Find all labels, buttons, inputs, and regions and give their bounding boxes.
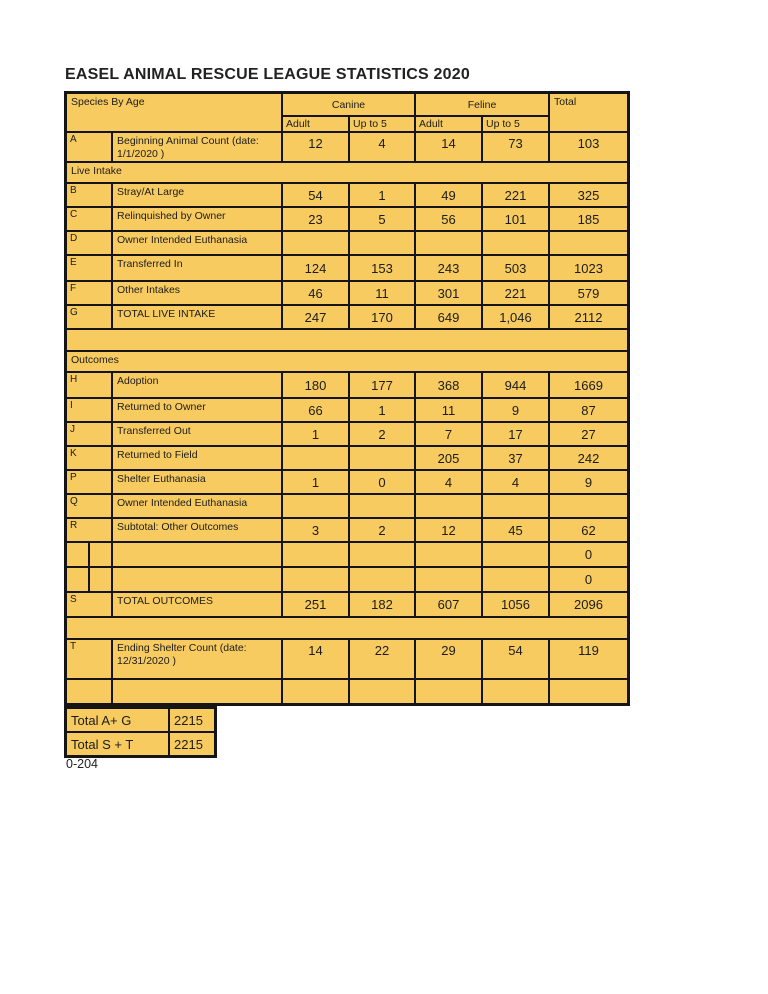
total-a-g-value: 2215	[170, 709, 214, 731]
canine-adult-value: 251	[283, 593, 348, 616]
row-letter-cell-right	[90, 568, 111, 591]
feline-adult-value: 14	[416, 133, 481, 161]
total-value: 9	[550, 471, 627, 493]
feline-adult-value	[416, 543, 481, 566]
feline-up-to-5-value: 1,046	[483, 306, 548, 328]
totals-table	[64, 706, 217, 758]
table-row	[67, 568, 627, 591]
table-row	[67, 495, 627, 517]
feline-adult-value: 11	[416, 399, 481, 421]
row-letter: D	[67, 232, 111, 254]
row-letter: G	[67, 306, 111, 328]
canine-up-to-5-value: 170	[350, 306, 414, 328]
table-row	[67, 519, 627, 541]
table-row	[67, 399, 627, 421]
row-label: Shelter Euthanasia	[113, 471, 281, 493]
canine-up-to-5-value: 2	[350, 519, 414, 541]
feline-up-to-5-value: 221	[483, 282, 548, 304]
header-feline-group: Feline	[416, 94, 548, 115]
feline-adult-value: 649	[416, 306, 481, 328]
table-body	[67, 133, 627, 703]
feline-up-to-5-value: 73	[483, 133, 548, 161]
feline-adult-value: 607	[416, 593, 481, 616]
total-a-g-row	[67, 709, 214, 731]
canine-adult-value	[283, 495, 348, 517]
feline-up-to-5-value	[483, 680, 548, 703]
canine-up-to-5-value: 4	[350, 133, 414, 161]
page-footer: 0-204	[66, 757, 98, 771]
row-label: Returned to Field	[113, 447, 281, 469]
header-total: Total	[550, 94, 627, 131]
total-s-t-label: Total S + T	[67, 733, 168, 755]
section-label: Live Intake	[67, 163, 627, 182]
header-feline-up-to-5: Up to 5	[483, 117, 548, 131]
row-letter: F	[67, 282, 111, 304]
canine-up-to-5-value: 0	[350, 471, 414, 493]
feline-up-to-5-value: 944	[483, 373, 548, 397]
total-value: 2112	[550, 306, 627, 328]
canine-adult-value: 46	[283, 282, 348, 304]
section-label: Outcomes	[67, 352, 627, 371]
total-value: 2096	[550, 593, 627, 616]
row-label: Stray/At Large	[113, 184, 281, 206]
canine-adult-value	[283, 568, 348, 591]
row-letter-cell-right	[90, 543, 111, 566]
canine-up-to-5-value: 2	[350, 423, 414, 445]
row-label	[113, 568, 281, 591]
empty-merged-cell	[67, 330, 627, 350]
total-value: 1023	[550, 256, 627, 280]
feline-up-to-5-value: 221	[483, 184, 548, 206]
row-label: Relinquished by Owner	[113, 208, 281, 230]
total-s-t-value: 2215	[170, 733, 214, 755]
row-label: Subtotal: Other Outcomes	[113, 519, 281, 541]
feline-adult-value: 7	[416, 423, 481, 445]
spacer-row	[67, 618, 627, 638]
row-letter	[67, 680, 111, 703]
row-letter: T	[67, 640, 111, 678]
total-value: 579	[550, 282, 627, 304]
feline-up-to-5-value: 503	[483, 256, 548, 280]
header-feline-adult: Adult	[416, 117, 481, 131]
feline-adult-value	[416, 680, 481, 703]
feline-up-to-5-value: 17	[483, 423, 548, 445]
row-label	[113, 680, 281, 703]
canine-adult-value: 180	[283, 373, 348, 397]
row-letter: B	[67, 184, 111, 206]
canine-adult-value: 124	[283, 256, 348, 280]
row-label: Adoption	[113, 373, 281, 397]
canine-up-to-5-value	[350, 232, 414, 254]
feline-adult-value	[416, 232, 481, 254]
row-label: Ending Shelter Count (date: 12/31/2020 )	[113, 640, 281, 678]
header-canine-up-to-5: Up to 5	[350, 117, 414, 131]
total-s-t-row	[67, 733, 214, 755]
table-row	[67, 593, 627, 616]
feline-adult-value	[416, 495, 481, 517]
row-label: TOTAL OUTCOMES	[113, 593, 281, 616]
feline-adult-value: 49	[416, 184, 481, 206]
row-letter: E	[67, 256, 111, 280]
total-value: 27	[550, 423, 627, 445]
table-row	[67, 373, 627, 397]
canine-up-to-5-value: 182	[350, 593, 414, 616]
canine-adult-value	[283, 680, 348, 703]
total-value	[550, 232, 627, 254]
section-row	[67, 163, 627, 182]
section-row	[67, 352, 627, 371]
canine-up-to-5-value	[350, 568, 414, 591]
feline-adult-value: 205	[416, 447, 481, 469]
canine-adult-value	[283, 232, 348, 254]
canine-up-to-5-value: 1	[350, 184, 414, 206]
feline-adult-value: 4	[416, 471, 481, 493]
header-canine-adult: Adult	[283, 117, 348, 131]
canine-adult-value: 54	[283, 184, 348, 206]
total-value: 62	[550, 519, 627, 541]
feline-up-to-5-value	[483, 568, 548, 591]
table-row	[67, 471, 627, 493]
feline-up-to-5-value: 45	[483, 519, 548, 541]
table-row	[67, 184, 627, 206]
feline-up-to-5-value: 1056	[483, 593, 548, 616]
canine-up-to-5-value	[350, 495, 414, 517]
total-value: 1669	[550, 373, 627, 397]
canine-adult-value: 1	[283, 471, 348, 493]
total-value: 103	[550, 133, 627, 161]
spacer-row	[67, 330, 627, 350]
canine-adult-value: 1	[283, 423, 348, 445]
total-value	[550, 680, 627, 703]
total-value: 0	[550, 568, 627, 591]
canine-adult-value: 12	[283, 133, 348, 161]
table-row	[67, 306, 627, 328]
empty-merged-cell	[67, 618, 627, 638]
canine-adult-value: 23	[283, 208, 348, 230]
table-row	[67, 232, 627, 254]
table-row	[67, 680, 627, 703]
row-label: TOTAL LIVE INTAKE	[113, 306, 281, 328]
total-value: 0	[550, 543, 627, 566]
table-row	[67, 423, 627, 445]
canine-adult-value: 247	[283, 306, 348, 328]
feline-up-to-5-value: 101	[483, 208, 548, 230]
page-title: EASEL ANIMAL RESCUE LEAGUE STATISTICS 2020	[65, 66, 470, 83]
row-label: Owner Intended Euthanasia	[113, 232, 281, 254]
row-letter: Q	[67, 495, 111, 517]
canine-up-to-5-value: 177	[350, 373, 414, 397]
feline-adult-value: 301	[416, 282, 481, 304]
row-letter-cell-left	[67, 568, 88, 591]
feline-adult-value: 29	[416, 640, 481, 678]
total-a-g-label: Total A+ G	[67, 709, 168, 731]
total-value: 242	[550, 447, 627, 469]
table-row	[67, 133, 627, 161]
canine-adult-value: 3	[283, 519, 348, 541]
row-letter: A	[67, 133, 111, 161]
feline-adult-value: 243	[416, 256, 481, 280]
canine-up-to-5-value: 11	[350, 282, 414, 304]
row-label: Transferred Out	[113, 423, 281, 445]
row-letter: R	[67, 519, 111, 541]
feline-up-to-5-value: 37	[483, 447, 548, 469]
canine-up-to-5-value: 1	[350, 399, 414, 421]
feline-up-to-5-value	[483, 232, 548, 254]
row-label	[113, 543, 281, 566]
canine-adult-value: 14	[283, 640, 348, 678]
header-canine-group: Canine	[283, 94, 414, 115]
canine-up-to-5-value: 153	[350, 256, 414, 280]
canine-adult-value	[283, 543, 348, 566]
row-letter: P	[67, 471, 111, 493]
table-row	[67, 640, 627, 678]
row-letter: C	[67, 208, 111, 230]
total-value: 87	[550, 399, 627, 421]
canine-up-to-5-value: 22	[350, 640, 414, 678]
canine-up-to-5-value	[350, 680, 414, 703]
row-letter: H	[67, 373, 111, 397]
table-row	[67, 447, 627, 469]
total-value: 119	[550, 640, 627, 678]
row-label: Beginning Animal Count (date: 1/1/2020 )	[113, 133, 281, 161]
row-letter: S	[67, 593, 111, 616]
table-row	[67, 208, 627, 230]
row-label: Transferred In	[113, 256, 281, 280]
row-letter: J	[67, 423, 111, 445]
row-label: Returned to Owner	[113, 399, 281, 421]
canine-up-to-5-value	[350, 447, 414, 469]
feline-up-to-5-value	[483, 543, 548, 566]
table-row	[67, 256, 627, 280]
canine-adult-value: 66	[283, 399, 348, 421]
row-letter: I	[67, 399, 111, 421]
header-species-by-age: Species By Age	[67, 94, 281, 131]
canine-up-to-5-value	[350, 543, 414, 566]
row-label: Owner Intended Euthanasia	[113, 495, 281, 517]
feline-up-to-5-value: 4	[483, 471, 548, 493]
table-row	[67, 282, 627, 304]
feline-up-to-5-value: 54	[483, 640, 548, 678]
total-value: 185	[550, 208, 627, 230]
statistics-table	[64, 91, 630, 706]
canine-up-to-5-value: 5	[350, 208, 414, 230]
feline-adult-value: 368	[416, 373, 481, 397]
feline-adult-value: 12	[416, 519, 481, 541]
table-row	[67, 543, 627, 566]
feline-adult-value	[416, 568, 481, 591]
total-value	[550, 495, 627, 517]
row-letter-cell-left	[67, 543, 88, 566]
feline-up-to-5-value	[483, 495, 548, 517]
row-letter: K	[67, 447, 111, 469]
canine-adult-value	[283, 447, 348, 469]
total-value: 325	[550, 184, 627, 206]
feline-adult-value: 56	[416, 208, 481, 230]
table-header	[67, 94, 627, 131]
row-label: Other Intakes	[113, 282, 281, 304]
feline-up-to-5-value: 9	[483, 399, 548, 421]
